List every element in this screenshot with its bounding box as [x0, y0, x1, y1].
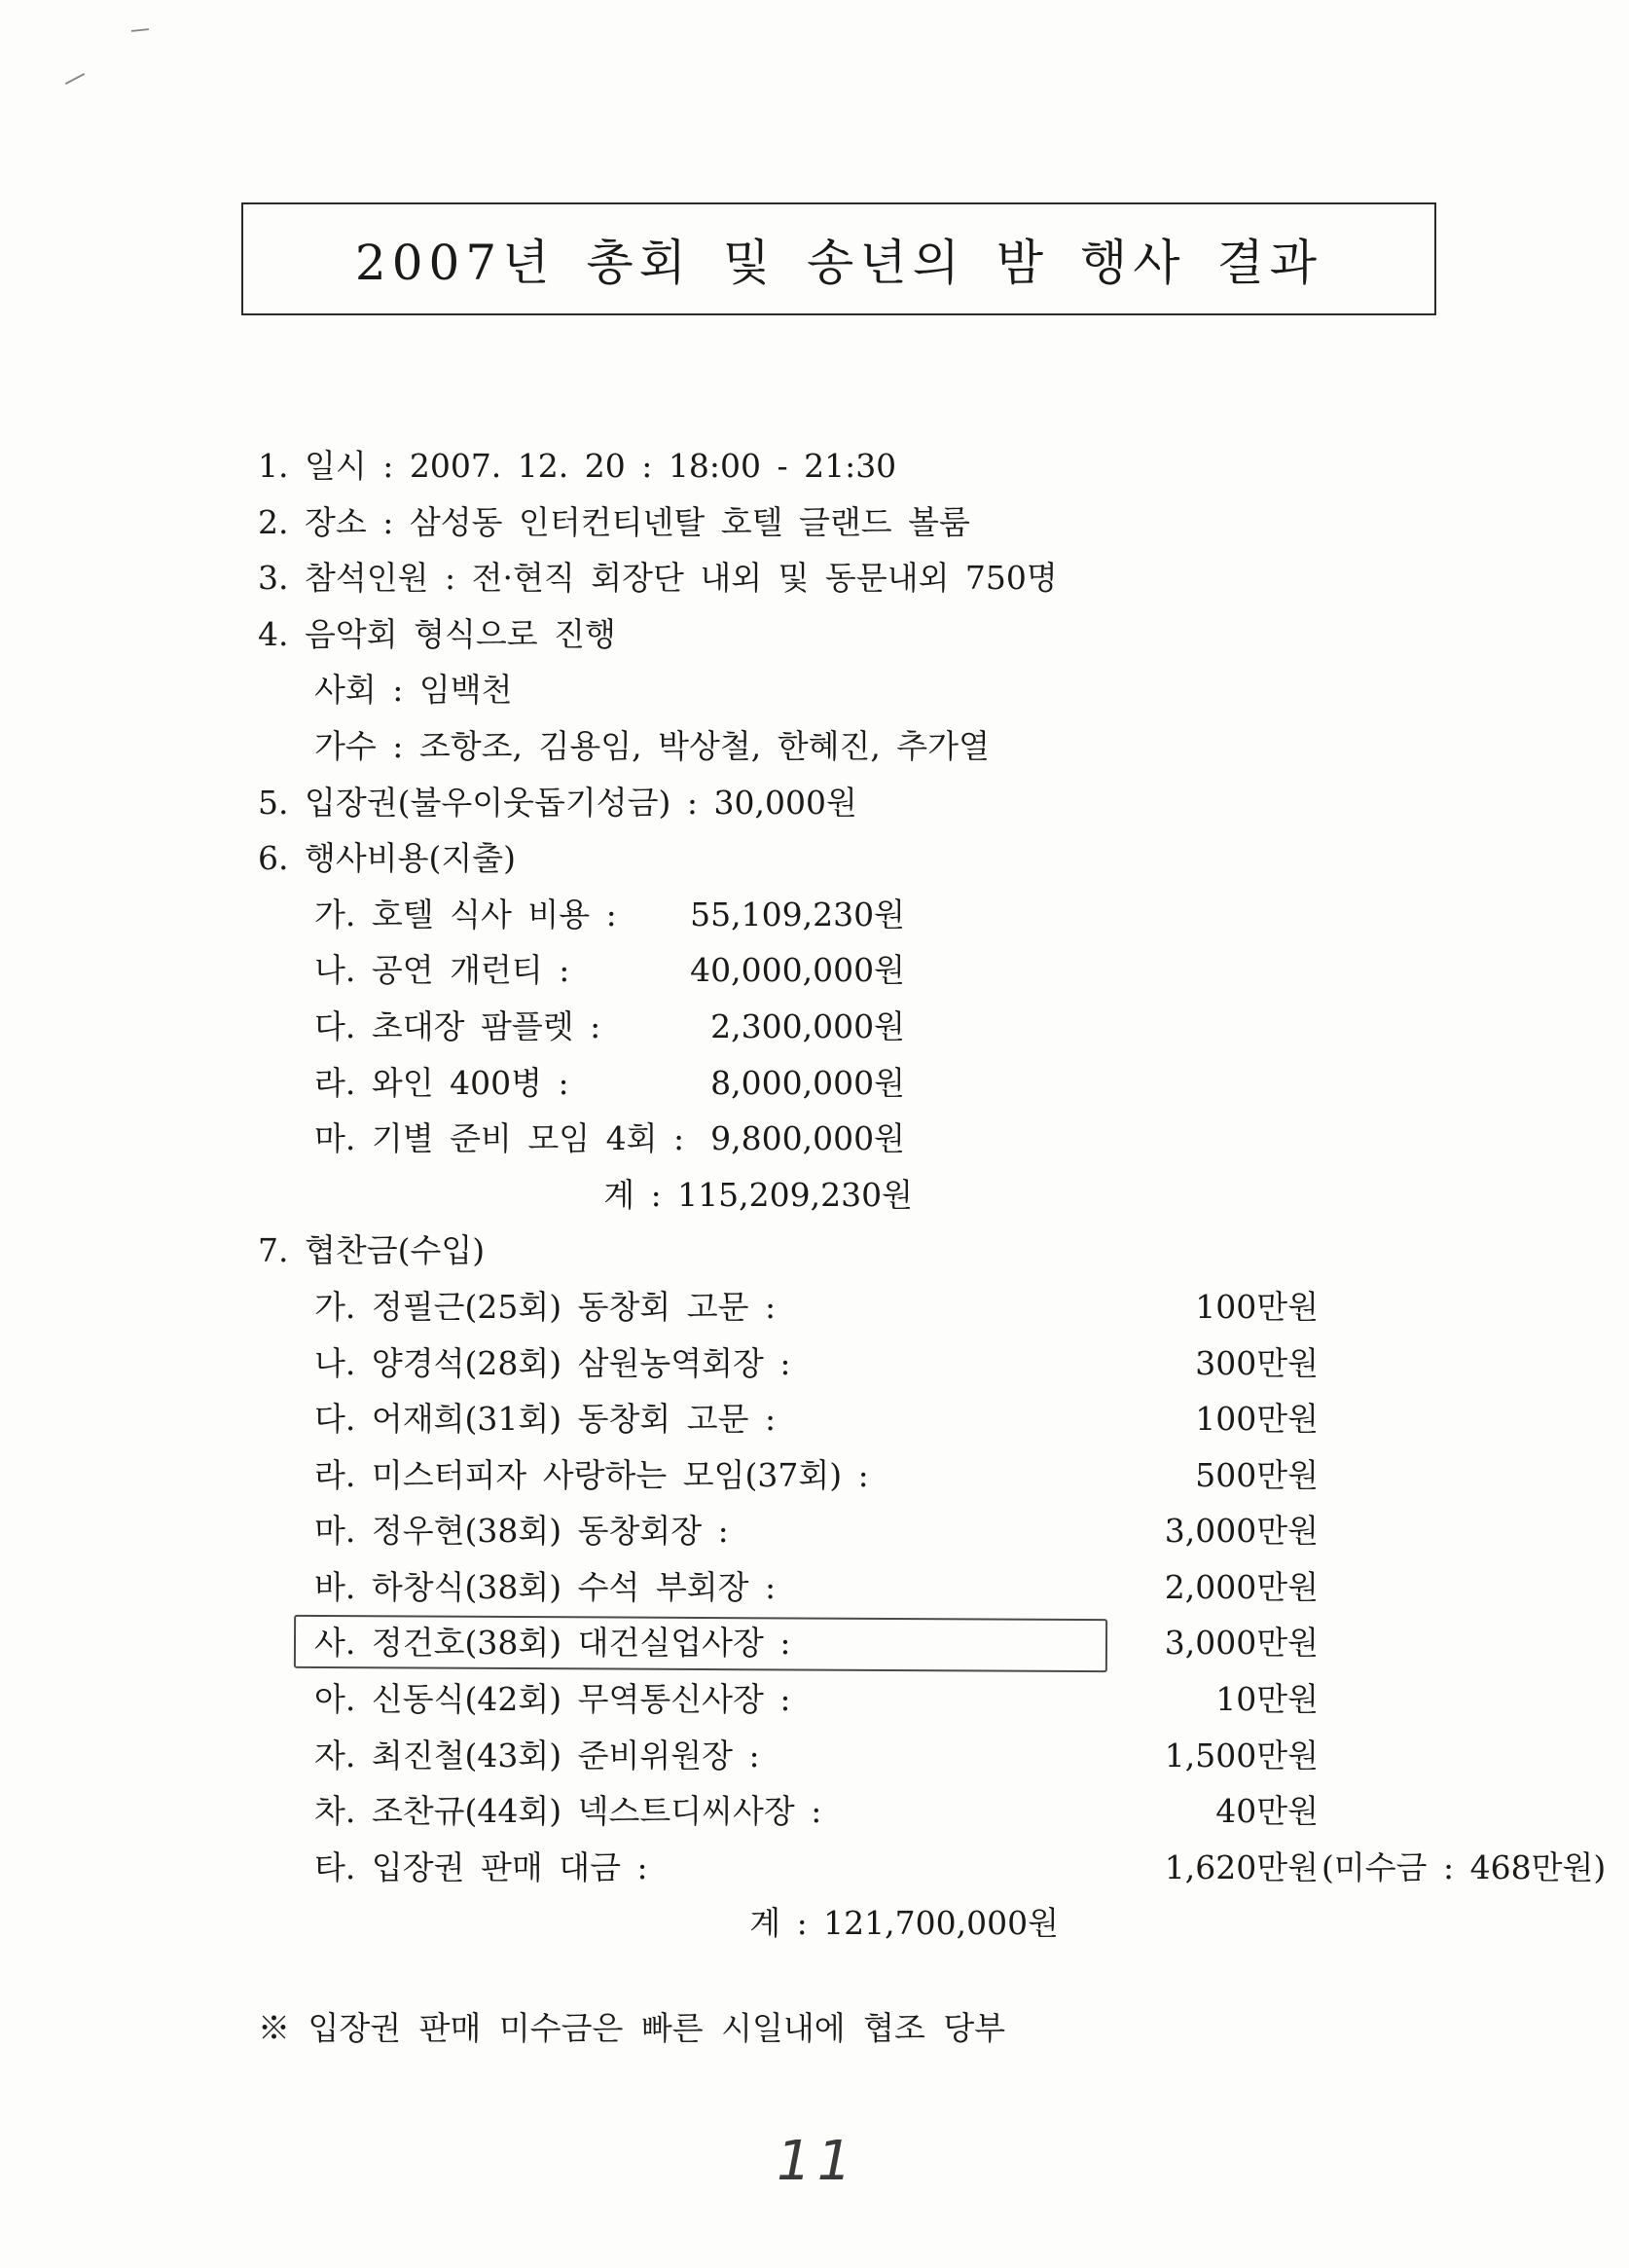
- footnote: ※ 입장권 판매 미수금은 빠른 시일내에 협조 당부: [258, 2009, 1006, 2047]
- expense-label: 나. 공연 개런티 :: [314, 951, 570, 990]
- sponsor-row: [258, 1559, 1474, 1616]
- sponsor-label: 차. 조찬규(44회) 넥스트디씨사장 :: [314, 1792, 822, 1831]
- expense-amount: 2,300,000원: [710, 1006, 905, 1045]
- sponsor-row: [258, 1728, 1474, 1784]
- sponsor-label: 바. 하창식(38회) 수석 부회장 :: [314, 1567, 777, 1606]
- expense-row: [258, 1055, 1474, 1112]
- expense-row: [258, 887, 1474, 943]
- expense-amount: 8,000,000원: [710, 1063, 905, 1102]
- expense-row: [258, 999, 1474, 1055]
- title-box: [241, 202, 1436, 315]
- scan-artifact: [65, 73, 85, 85]
- page-number: 11: [777, 2130, 858, 2193]
- document-body: [258, 438, 1607, 1952]
- expense-label: 가. 호텔 식사 비용 :: [314, 895, 617, 933]
- sponsor-amount: 100만원: [1195, 1400, 1319, 1439]
- expense-amount: 40,000,000원: [690, 951, 905, 990]
- sponsor-label: 아. 신동식(42회) 무역통신사장 :: [314, 1680, 791, 1719]
- sponsor-label: 자. 최진철(43회) 준비위원장 :: [314, 1736, 760, 1774]
- sponsor-label: 마. 정우현(38회) 동창회장 :: [314, 1512, 729, 1551]
- sponsor-row: [258, 1783, 1474, 1840]
- item-attendees: 3. 참석인원 : 전·현직 회장단 내외 및 동문내외 750명: [258, 559, 1058, 598]
- expense-label: 마. 기별 준비 모임 4회 :: [314, 1119, 685, 1158]
- item-mc: 사회 : 임백천: [314, 671, 513, 710]
- item-format: 4. 음악회 형식으로 진행: [258, 614, 616, 653]
- sponsor-row: [258, 1447, 1474, 1504]
- sponsor-amount: 2,000만원: [1164, 1567, 1319, 1606]
- item-ticket: 5. 입장권(불우이웃돕기성금) : 30,000원: [258, 783, 857, 822]
- sponsor-label: 라. 미스터피자 사랑하는 모임(37회) :: [314, 1455, 869, 1494]
- expense-label: 라. 와인 400병 :: [314, 1063, 569, 1102]
- document-title: 2007년 총회 및 송년의 밤 행사 결과: [354, 235, 1323, 291]
- sponsor-row: [258, 1279, 1474, 1335]
- expense-amount: 55,109,230원: [690, 895, 905, 933]
- expenses-total: 계 : 115,209,230원: [603, 1175, 913, 1214]
- expense-row: [258, 942, 1474, 999]
- expense-label: 다. 초대장 팜플렛 :: [314, 1006, 601, 1045]
- sponsor-amount: 1,620만원: [1164, 1847, 1319, 1886]
- sponsor-amount: 3,000만원: [1164, 1624, 1319, 1663]
- sponsor-label: 타. 입장권 판매 대금 :: [314, 1847, 648, 1886]
- scan-artifact: [131, 28, 149, 32]
- expense-amount: 9,800,000원: [710, 1119, 905, 1158]
- item-singers: 가수 : 조항조, 김용임, 박상철, 한혜진, 추가열: [314, 726, 990, 765]
- sponsor-label: 나. 양경석(28회) 삼원농역회장 :: [314, 1343, 791, 1382]
- sponsors-heading: 7. 협찬금(수입): [258, 1231, 486, 1270]
- sponsor-row: [258, 1335, 1474, 1392]
- sponsor-label: 가. 정필근(25회) 동창회 고문 :: [314, 1287, 777, 1326]
- sponsors-total: 계 : 121,700,000원: [749, 1904, 1059, 1943]
- item-venue: 2. 장소 : 삼성동 인터컨티넨탈 호텔 글랜드 볼룸: [258, 502, 970, 541]
- sponsor-row: [258, 1391, 1474, 1447]
- expenses-heading: 6. 행사비용(지출): [258, 839, 516, 878]
- sponsor-row: [258, 1671, 1474, 1728]
- sponsor-label: 다. 어재희(31회) 동창회 고문 :: [314, 1400, 777, 1439]
- handdrawn-highlight-box: [294, 1615, 1107, 1672]
- sponsor-amount: 100만원: [1195, 1287, 1319, 1326]
- sponsor-row: [258, 1840, 1607, 1896]
- sponsor-label: 사. 정건호(38회) 대건실업사장 :: [314, 1624, 791, 1663]
- expense-row: [258, 1111, 1474, 1167]
- sponsor-amount: 300만원: [1195, 1343, 1319, 1382]
- sponsor-note: (미수금 : 468만원): [1321, 1847, 1607, 1886]
- sponsor-amount: 40만원: [1215, 1792, 1319, 1831]
- sponsor-amount: 500만원: [1195, 1455, 1319, 1494]
- item-date: 1. 일시 : 2007. 12. 20 : 18:00 - 21:30: [258, 447, 897, 485]
- sponsor-row: [258, 1503, 1474, 1559]
- sponsor-amount: 3,000만원: [1164, 1512, 1319, 1551]
- sponsor-amount: 10만원: [1215, 1680, 1319, 1719]
- sponsor-amount: 1,500만원: [1164, 1736, 1319, 1774]
